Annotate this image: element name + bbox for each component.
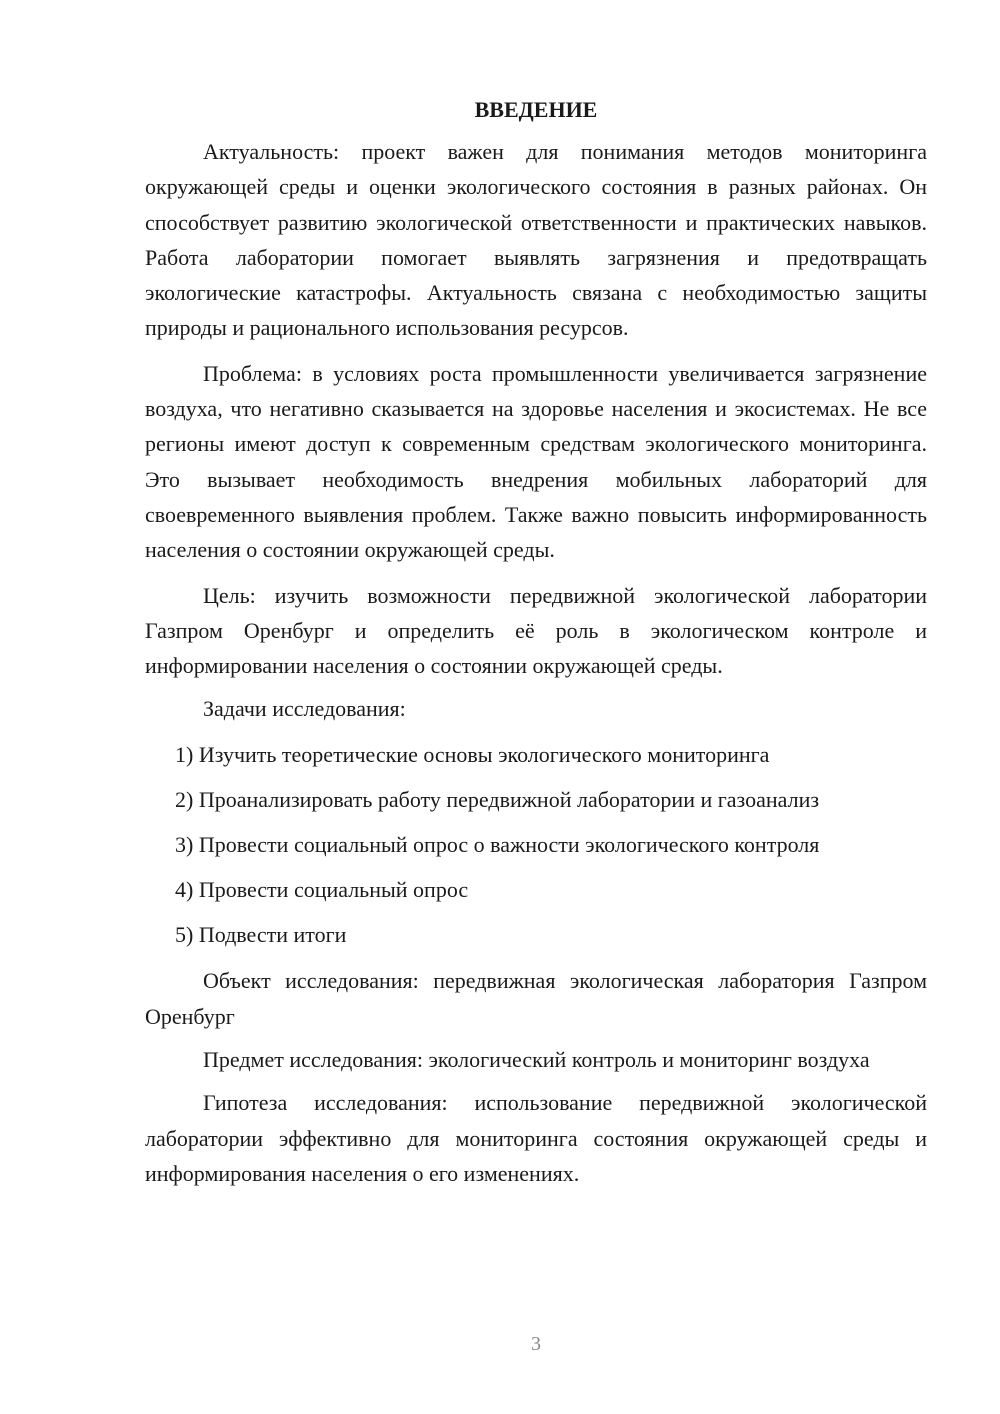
- task-item: 3) Провести социальный опрос о важности экологического контроля: [175, 832, 820, 858]
- document-page: [145, 92, 927, 1199]
- paragraph-object: Объект исследования: передвижная экологическая лаборатория Газпром Оренбург: [145, 968, 927, 1029]
- task-item: 2) Проанализировать работу передвижной лаборатории и газоанализ: [175, 787, 820, 813]
- section-title: ВВЕДЕНИЕ: [474, 97, 598, 122]
- page-number: 3: [531, 1333, 541, 1355]
- tasks-heading: Задачи исследования:: [203, 696, 406, 722]
- tasks-list: [145, 737, 927, 953]
- paragraph-goal: Цель: изучить возможности передвижной экологической лаборатории Газпром Оренбург и определить её роль в экологическом контроле и информировании населения о состоянии окружающей среды.: [145, 582, 927, 679]
- task-item: 4) Провести социальный опрос: [175, 877, 469, 903]
- paragraph-hypothesis: Гипотеза исследования: использование передвижной экологической лаборатории эффективно для мониторинга состояния окружающей среды и информирования населения о его изменениях.: [145, 1090, 927, 1186]
- paragraph-subject: Предмет исследования: экологический контроль и мониторинг воздуха: [203, 1047, 870, 1073]
- paragraph-relevance: Актуальность: проект важен для понимания методов мониторинга окружающей среды и оценки экологического состояния в разных районах. Он способствует развитию экологической ответственности и практических навыков. Работа лаборатории помогает выявлять загрязнения и предотвращать экологические катастрофы. Актуальность связана с необходимостью защиты природы и рационального использования ресурсов.: [145, 139, 927, 341]
- paragraph-problem: Проблема: в условиях роста промышленности увеличивается загрязнение воздуха, что негативно сказывается на здоровье населения и экосистемах. Не все регионы имеют доступ к современным средствам экологического мониторинга. Это вызывает необходимость внедрения мобильных лабораторий для своевременного выявления проблем. Также важно повысить информированность населения о состоянии окружающей среды.: [145, 360, 927, 563]
- task-item: 1) Изучить теоретические основы экологического мониторинга: [175, 742, 770, 768]
- task-item: 5) Подвести итоги: [175, 922, 347, 948]
